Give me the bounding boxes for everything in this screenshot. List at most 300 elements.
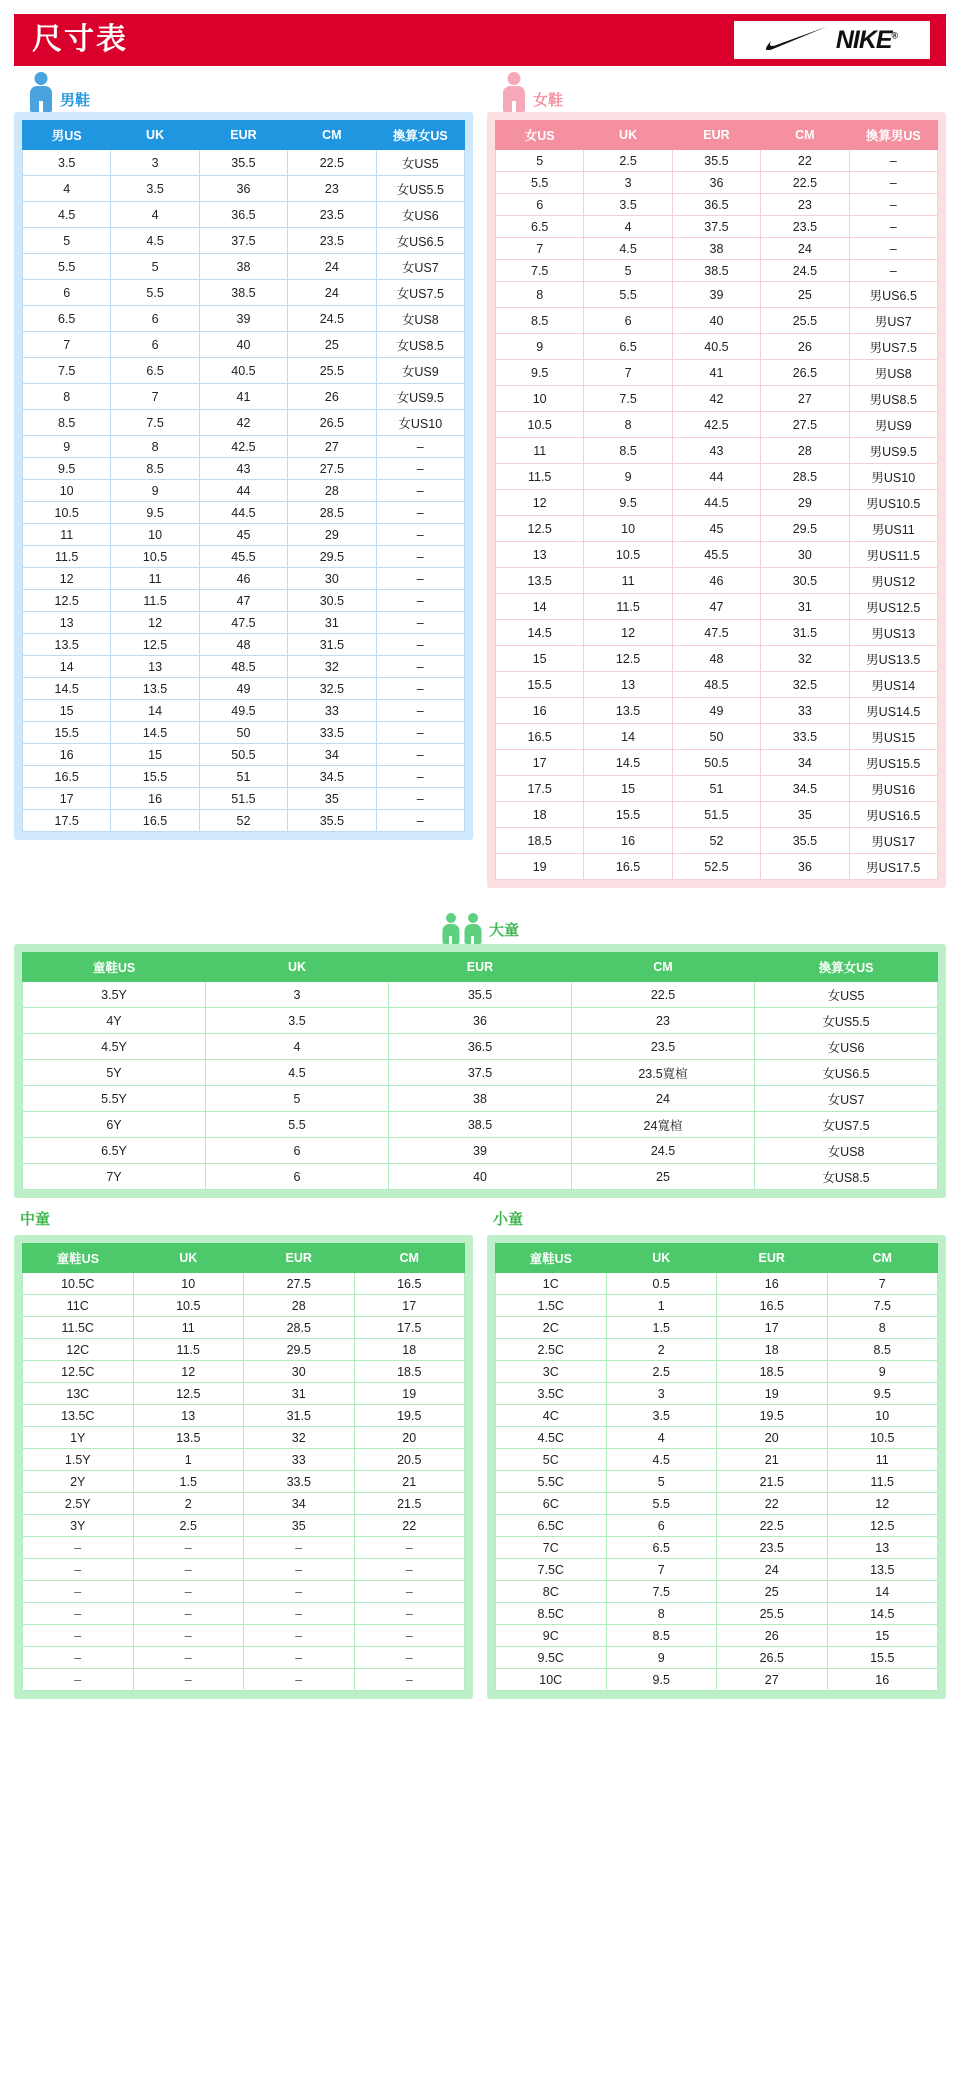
table-cell: 35 bbox=[244, 1515, 355, 1537]
table-cell: 18.5 bbox=[354, 1361, 465, 1383]
table-cell: 27.5 bbox=[761, 412, 849, 438]
table-cell: 31.5 bbox=[761, 620, 849, 646]
table-row bbox=[23, 150, 465, 176]
table-cell: 43 bbox=[672, 438, 760, 464]
table-cell: 27 bbox=[288, 436, 376, 458]
table-cell: – bbox=[244, 1559, 355, 1581]
table-cell: 5 bbox=[111, 254, 199, 280]
table-cell: 2 bbox=[133, 1493, 244, 1515]
table-cell: 4Y bbox=[23, 1008, 206, 1034]
table-row bbox=[23, 1405, 465, 1427]
table-cell: 45.5 bbox=[199, 546, 287, 568]
table-cell: 11.5 bbox=[133, 1339, 244, 1361]
table-row bbox=[23, 1559, 465, 1581]
table-cell: 6C bbox=[496, 1493, 607, 1515]
table-cell: 女US8.5 bbox=[376, 332, 464, 358]
table-cell: – bbox=[849, 150, 937, 172]
table-cell: 33.5 bbox=[288, 722, 376, 744]
table-cell: 3.5Y bbox=[23, 982, 206, 1008]
table-cell: 6.5Y bbox=[23, 1138, 206, 1164]
table-cell: 14 bbox=[111, 700, 199, 722]
table-cell: 12.5 bbox=[827, 1515, 938, 1537]
women-heading bbox=[487, 66, 946, 112]
table-cell: – bbox=[354, 1559, 465, 1581]
table-cell: 6 bbox=[111, 306, 199, 332]
table-cell: 4.5 bbox=[23, 202, 111, 228]
table-cell: 13.5 bbox=[584, 698, 672, 724]
table-cell: 5.5C bbox=[496, 1471, 607, 1493]
table-cell: 26.5 bbox=[717, 1647, 828, 1669]
table-row bbox=[23, 1537, 465, 1559]
table-cell: 9 bbox=[584, 464, 672, 490]
table-cell: 10 bbox=[584, 516, 672, 542]
table-cell: 9.5 bbox=[496, 360, 584, 386]
table-cell: 15.5 bbox=[23, 722, 111, 744]
table-cell: 23 bbox=[572, 1008, 755, 1034]
table-row bbox=[23, 612, 465, 634]
col-header: EUR bbox=[672, 121, 760, 150]
col-header: EUR bbox=[389, 953, 572, 982]
table-row bbox=[496, 1625, 938, 1647]
table-row bbox=[496, 1515, 938, 1537]
table-row bbox=[23, 1515, 465, 1537]
table-row bbox=[496, 828, 938, 854]
table-cell: 5.5Y bbox=[23, 1086, 206, 1112]
table-cell: 24.5 bbox=[761, 260, 849, 282]
table-cell: 23.5 bbox=[717, 1537, 828, 1559]
table-cell: 2.5C bbox=[496, 1339, 607, 1361]
table-cell: 35.5 bbox=[288, 810, 376, 832]
table-cell: 40.5 bbox=[199, 358, 287, 384]
table-row bbox=[23, 458, 465, 480]
table-row bbox=[496, 216, 938, 238]
table-cell: 9.5C bbox=[496, 1647, 607, 1669]
table-row bbox=[496, 1537, 938, 1559]
table-cell: 22 bbox=[717, 1493, 828, 1515]
table-cell: 36.5 bbox=[199, 202, 287, 228]
small-kids-label: 小童 bbox=[493, 1211, 524, 1228]
table-cell: 6.5 bbox=[606, 1537, 717, 1559]
table-row bbox=[23, 744, 465, 766]
table-cell: – bbox=[133, 1669, 244, 1691]
table-cell: – bbox=[376, 678, 464, 700]
table-cell: 36 bbox=[199, 176, 287, 202]
table-row bbox=[496, 516, 938, 542]
table-cell: 18 bbox=[496, 802, 584, 828]
table-cell: 1.5C bbox=[496, 1295, 607, 1317]
table-row bbox=[23, 656, 465, 678]
table-cell: 14.5 bbox=[23, 678, 111, 700]
table-cell: – bbox=[376, 810, 464, 832]
nike-swoosh-icon bbox=[766, 26, 828, 55]
table-row bbox=[23, 1383, 465, 1405]
table-cell: 13.5 bbox=[133, 1427, 244, 1449]
table-cell: – bbox=[133, 1537, 244, 1559]
table-cell: 3 bbox=[111, 150, 199, 176]
table-row bbox=[23, 1647, 465, 1669]
table-cell: 11.5 bbox=[496, 464, 584, 490]
table-cell: 46 bbox=[672, 568, 760, 594]
table-cell: 5 bbox=[23, 228, 111, 254]
table-cell: 35.5 bbox=[672, 150, 760, 172]
table-cell: 4.5 bbox=[111, 228, 199, 254]
col-header: CM bbox=[288, 121, 376, 150]
table-cell: 35.5 bbox=[389, 982, 572, 1008]
table-cell: 37.5 bbox=[389, 1060, 572, 1086]
table-cell: 4 bbox=[606, 1427, 717, 1449]
table-cell: 12.5 bbox=[133, 1383, 244, 1405]
table-cell: 47.5 bbox=[672, 620, 760, 646]
table-row bbox=[23, 176, 465, 202]
table-row bbox=[496, 260, 938, 282]
men-table-body bbox=[23, 150, 465, 832]
table-cell: 16.5 bbox=[23, 766, 111, 788]
table-cell: 男US10.5 bbox=[849, 490, 937, 516]
table-cell: 49 bbox=[199, 678, 287, 700]
table-cell: 9 bbox=[23, 436, 111, 458]
table-row bbox=[23, 1317, 465, 1339]
table-cell: 22.5 bbox=[572, 982, 755, 1008]
table-row bbox=[23, 228, 465, 254]
table-cell: 11.5 bbox=[111, 590, 199, 612]
table-row bbox=[496, 854, 938, 880]
table-cell: 6 bbox=[584, 308, 672, 334]
table-cell: 44.5 bbox=[672, 490, 760, 516]
table-row bbox=[496, 1273, 938, 1295]
table-cell: 男US10 bbox=[849, 464, 937, 490]
table-cell: 6.5 bbox=[496, 216, 584, 238]
table-cell: 9 bbox=[111, 480, 199, 502]
table-cell: 女US5.5 bbox=[376, 176, 464, 202]
table-cell: – bbox=[23, 1669, 134, 1691]
table-cell: 15.5 bbox=[496, 672, 584, 698]
table-cell: 25 bbox=[572, 1164, 755, 1190]
table-header-row bbox=[23, 121, 465, 150]
table-cell: 17 bbox=[354, 1295, 465, 1317]
adult-sizes-section bbox=[0, 66, 960, 888]
table-row bbox=[23, 332, 465, 358]
table-cell: 7.5C bbox=[496, 1559, 607, 1581]
table-cell: 男US8.5 bbox=[849, 386, 937, 412]
table-cell: 17.5 bbox=[354, 1317, 465, 1339]
table-cell: 女US7 bbox=[755, 1086, 938, 1112]
table-cell: 男US16 bbox=[849, 776, 937, 802]
table-cell: 29.5 bbox=[761, 516, 849, 542]
table-cell: – bbox=[244, 1647, 355, 1669]
table-cell: 45 bbox=[199, 524, 287, 546]
table-cell: 3 bbox=[606, 1383, 717, 1405]
table-cell: – bbox=[376, 766, 464, 788]
table-cell: 女US8 bbox=[755, 1138, 938, 1164]
table-cell: 31.5 bbox=[288, 634, 376, 656]
men-heading bbox=[14, 66, 473, 112]
table-cell: 47.5 bbox=[199, 612, 287, 634]
table-cell: 7Y bbox=[23, 1164, 206, 1190]
col-header: 童鞋US bbox=[23, 1244, 134, 1273]
table-row bbox=[23, 436, 465, 458]
table-row bbox=[496, 334, 938, 360]
table-row bbox=[23, 1295, 465, 1317]
table-cell: 26.5 bbox=[761, 360, 849, 386]
table-cell: 51 bbox=[672, 776, 760, 802]
table-cell: 女US5.5 bbox=[755, 1008, 938, 1034]
table-cell: – bbox=[354, 1537, 465, 1559]
table-cell: 6 bbox=[111, 332, 199, 358]
table-cell: 29.5 bbox=[244, 1339, 355, 1361]
table-cell: 45 bbox=[672, 516, 760, 542]
table-cell: 31 bbox=[244, 1383, 355, 1405]
col-header: 童鞋US bbox=[496, 1244, 607, 1273]
table-cell: 12.5 bbox=[23, 590, 111, 612]
mid-kids-table-panel bbox=[14, 1235, 473, 1699]
table-cell: 35 bbox=[288, 788, 376, 810]
table-cell: 5 bbox=[606, 1471, 717, 1493]
table-cell: 13C bbox=[23, 1383, 134, 1405]
table-cell: 10 bbox=[827, 1405, 938, 1427]
table-cell: 2 bbox=[606, 1339, 717, 1361]
table-cell: 3.5C bbox=[496, 1383, 607, 1405]
table-cell: 0.5 bbox=[606, 1273, 717, 1295]
table-cell: 11C bbox=[23, 1295, 134, 1317]
table-cell: 10.5 bbox=[496, 412, 584, 438]
women-column bbox=[487, 66, 946, 888]
table-row bbox=[23, 678, 465, 700]
table-cell: – bbox=[376, 722, 464, 744]
table-row bbox=[23, 1361, 465, 1383]
table-cell: 36 bbox=[761, 854, 849, 880]
table-cell: 女US6 bbox=[376, 202, 464, 228]
table-cell: 24寬楦 bbox=[572, 1112, 755, 1138]
men-column bbox=[14, 66, 473, 888]
table-cell: 33 bbox=[288, 700, 376, 722]
table-row bbox=[496, 750, 938, 776]
table-row bbox=[23, 1493, 465, 1515]
col-header: UK bbox=[133, 1244, 244, 1273]
table-cell: 15 bbox=[496, 646, 584, 672]
table-cell: 5.5 bbox=[111, 280, 199, 306]
table-row bbox=[496, 802, 938, 828]
table-cell: 11 bbox=[133, 1317, 244, 1339]
table-cell: 28.5 bbox=[288, 502, 376, 524]
table-cell: 男US14 bbox=[849, 672, 937, 698]
col-header: 換算男US bbox=[849, 121, 937, 150]
table-cell: 7.5 bbox=[606, 1581, 717, 1603]
table-row bbox=[23, 634, 465, 656]
table-cell: 4.5 bbox=[584, 238, 672, 260]
table-cell: 3.5 bbox=[606, 1405, 717, 1427]
table-row bbox=[496, 1603, 938, 1625]
table-cell: 男US13.5 bbox=[849, 646, 937, 672]
table-cell: – bbox=[23, 1537, 134, 1559]
table-cell: 44 bbox=[672, 464, 760, 490]
table-cell: 女US8.5 bbox=[755, 1164, 938, 1190]
table-cell: 4 bbox=[584, 216, 672, 238]
table-cell: 7 bbox=[584, 360, 672, 386]
table-cell: 32 bbox=[244, 1427, 355, 1449]
table-cell: 28.5 bbox=[244, 1317, 355, 1339]
table-cell: 22.5 bbox=[717, 1515, 828, 1537]
table-cell: 5.5 bbox=[606, 1493, 717, 1515]
table-cell: 12 bbox=[827, 1493, 938, 1515]
col-header: EUR bbox=[717, 1244, 828, 1273]
table-cell: 21 bbox=[717, 1449, 828, 1471]
table-cell: 35.5 bbox=[761, 828, 849, 854]
table-cell: 40.5 bbox=[672, 334, 760, 360]
table-cell: 45.5 bbox=[672, 542, 760, 568]
table-cell: 1.5 bbox=[133, 1471, 244, 1493]
table-cell: 8.5 bbox=[111, 458, 199, 480]
table-cell: 男US15 bbox=[849, 724, 937, 750]
table-cell: 44.5 bbox=[199, 502, 287, 524]
table-cell: 25.5 bbox=[288, 358, 376, 384]
table-cell: 10.5C bbox=[23, 1273, 134, 1295]
table-cell: 43 bbox=[199, 458, 287, 480]
table-cell: 6.5 bbox=[111, 358, 199, 384]
kids-figures-icon bbox=[441, 913, 483, 944]
table-cell: 1.5 bbox=[606, 1317, 717, 1339]
table-cell: 5 bbox=[206, 1086, 389, 1112]
table-row bbox=[23, 358, 465, 384]
table-cell: 女US10 bbox=[376, 410, 464, 436]
table-cell: 8.5 bbox=[606, 1625, 717, 1647]
table-cell: 15 bbox=[827, 1625, 938, 1647]
table-cell: 25 bbox=[717, 1581, 828, 1603]
table-row bbox=[496, 194, 938, 216]
table-cell: 51.5 bbox=[199, 788, 287, 810]
table-cell: 26 bbox=[717, 1625, 828, 1647]
table-cell: 11.5C bbox=[23, 1317, 134, 1339]
table-cell: 6.5 bbox=[23, 306, 111, 332]
table-cell: 40 bbox=[199, 332, 287, 358]
nike-logo bbox=[734, 21, 930, 59]
table-cell: – bbox=[376, 744, 464, 766]
table-cell: 12.5 bbox=[496, 516, 584, 542]
table-cell: 12 bbox=[23, 568, 111, 590]
table-cell: 38 bbox=[199, 254, 287, 280]
table-cell: 8 bbox=[23, 384, 111, 410]
table-cell: – bbox=[354, 1581, 465, 1603]
table-cell: 14.5 bbox=[827, 1603, 938, 1625]
table-row bbox=[496, 542, 938, 568]
table-cell: 22 bbox=[354, 1515, 465, 1537]
table-cell: 26 bbox=[288, 384, 376, 410]
table-cell: 男US12.5 bbox=[849, 594, 937, 620]
table-cell: 12.5 bbox=[584, 646, 672, 672]
table-cell: 8 bbox=[606, 1603, 717, 1625]
table-cell: 7 bbox=[23, 332, 111, 358]
table-cell: – bbox=[354, 1625, 465, 1647]
table-cell: – bbox=[354, 1669, 465, 1691]
table-cell: 13.5C bbox=[23, 1405, 134, 1427]
table-cell: 14.5 bbox=[111, 722, 199, 744]
table-cell: 9 bbox=[496, 334, 584, 360]
table-cell: 5.5 bbox=[584, 282, 672, 308]
table-row bbox=[23, 1625, 465, 1647]
table-cell: 15 bbox=[584, 776, 672, 802]
table-cell: 女US6.5 bbox=[376, 228, 464, 254]
table-cell: 3Y bbox=[23, 1515, 134, 1537]
table-cell: 50.5 bbox=[199, 744, 287, 766]
table-cell: 3.5 bbox=[206, 1008, 389, 1034]
table-row bbox=[496, 594, 938, 620]
table-cell: 13.5 bbox=[111, 678, 199, 700]
table-cell: 24 bbox=[288, 280, 376, 306]
table-cell: 30.5 bbox=[288, 590, 376, 612]
table-cell: 41 bbox=[672, 360, 760, 386]
table-cell: 8.5 bbox=[496, 308, 584, 334]
table-cell: 52 bbox=[199, 810, 287, 832]
table-cell: 1Y bbox=[23, 1427, 134, 1449]
table-cell: 16.5 bbox=[354, 1273, 465, 1295]
small-kids-size-table bbox=[495, 1243, 938, 1691]
table-cell: 4.5Y bbox=[23, 1034, 206, 1060]
table-cell: 14 bbox=[23, 656, 111, 678]
table-cell: 16 bbox=[23, 744, 111, 766]
table-cell: 9 bbox=[827, 1361, 938, 1383]
table-cell: 5 bbox=[496, 150, 584, 172]
mid-kids-table-body bbox=[23, 1273, 465, 1691]
table-cell: 49 bbox=[672, 698, 760, 724]
big-kids-table-panel bbox=[14, 944, 946, 1198]
table-cell: – bbox=[849, 216, 937, 238]
table-cell: 47 bbox=[199, 590, 287, 612]
table-row bbox=[496, 1317, 938, 1339]
table-cell: 21.5 bbox=[354, 1493, 465, 1515]
table-cell: 42 bbox=[672, 386, 760, 412]
table-row bbox=[496, 724, 938, 750]
table-row bbox=[23, 568, 465, 590]
table-row bbox=[496, 698, 938, 724]
table-cell: 13.5 bbox=[827, 1559, 938, 1581]
table-row bbox=[496, 1669, 938, 1691]
table-cell: – bbox=[133, 1581, 244, 1603]
table-cell: 27.5 bbox=[244, 1273, 355, 1295]
table-row bbox=[496, 1405, 938, 1427]
table-cell: 28.5 bbox=[761, 464, 849, 490]
table-cell: 26 bbox=[761, 334, 849, 360]
table-cell: – bbox=[849, 172, 937, 194]
table-cell: 51 bbox=[199, 766, 287, 788]
table-cell: 6 bbox=[23, 280, 111, 306]
table-row bbox=[23, 1060, 938, 1086]
table-cell: 7.5 bbox=[496, 260, 584, 282]
table-row bbox=[23, 590, 465, 612]
table-cell: 8C bbox=[496, 1581, 607, 1603]
table-row bbox=[496, 1339, 938, 1361]
table-cell: 12 bbox=[496, 490, 584, 516]
table-row bbox=[23, 1449, 465, 1471]
table-cell: 36.5 bbox=[672, 194, 760, 216]
table-cell: 女US7.5 bbox=[376, 280, 464, 306]
table-cell: 15 bbox=[111, 744, 199, 766]
table-cell: 7C bbox=[496, 1537, 607, 1559]
table-cell: 男US17.5 bbox=[849, 854, 937, 880]
table-cell: 23 bbox=[761, 194, 849, 216]
table-cell: 23.5 bbox=[288, 202, 376, 228]
table-cell: 9 bbox=[606, 1647, 717, 1669]
mid-kids-column bbox=[14, 1198, 473, 1699]
table-row bbox=[496, 360, 938, 386]
table-row bbox=[496, 1559, 938, 1581]
table-cell: 16 bbox=[584, 828, 672, 854]
col-header: 換算女US bbox=[755, 953, 938, 982]
table-row bbox=[23, 280, 465, 306]
table-cell: 14 bbox=[496, 594, 584, 620]
table-row bbox=[23, 524, 465, 546]
table-cell: 19.5 bbox=[354, 1405, 465, 1427]
table-row bbox=[23, 502, 465, 524]
table-cell: 13 bbox=[584, 672, 672, 698]
